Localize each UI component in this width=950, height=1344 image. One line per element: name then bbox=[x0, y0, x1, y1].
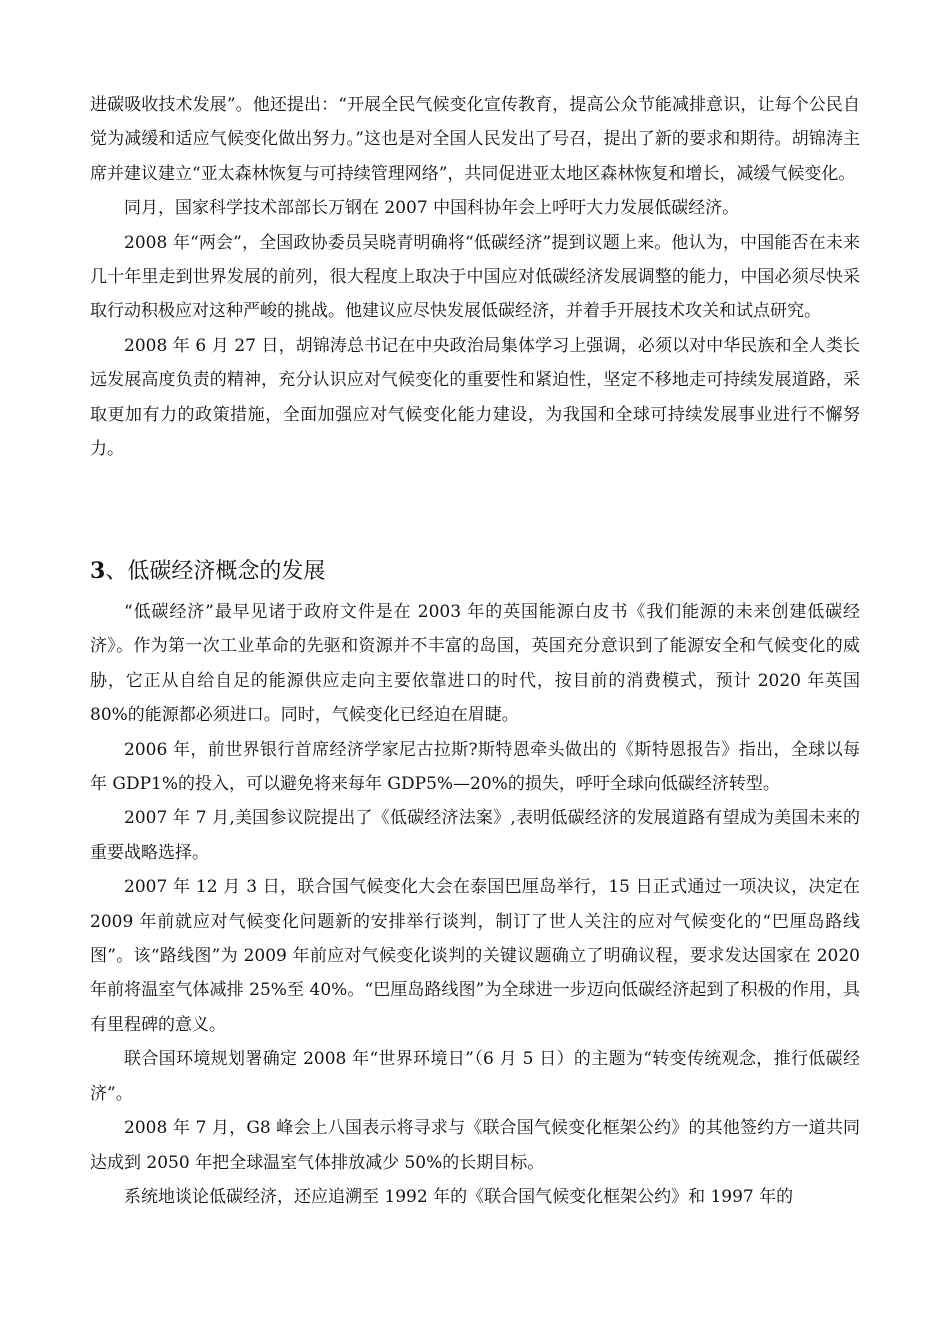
paragraph: 2008 年 7 月，G8 峰会上八国表示将寻求与《联合国气候变化框架公约》的其他签约方一道共同达成到 2050 年把全球温室气体排放减少 50%的长期目标。 bbox=[90, 1118, 860, 1173]
paragraph: 2006 年，前世界银行首席经济学家尼古拉斯?斯特恩牵头做出的《斯特恩报告》指出，全球以每年 GDP1%的投入，可以避免将来每年 GDP5%—20%的损失，呼吁全球向低碳经济转型。 bbox=[90, 739, 860, 795]
paragraph: 2008 年“两会”，全国政协委员吴晓青明确将“低碳经济”提到议题上来。他认为，中国能否在未来几十年里走到世界发展的前列，很大程度上取决于中国应对低碳经济发展调整的能力，中国必须尽快采取行动积极应对这种严峻的挑战。他建议应尽快发展低碳经济，并着手开展技术攻关和试点研究。 bbox=[90, 232, 860, 322]
paragraph: 进碳吸收技术发展”。他还提出：“开展全民气候变化宣传教育，提高公众节能减排意识，让每个公民自觉为减缓和适应气候变化做出努力。”这也是对全国人民发出了号召，提出了新的要求和期待。胡锦涛主席并建议建立“亚太森林恢复与可持续管理网络”，共同促进亚太地区森林恢复和增长，减缓气候变化。 bbox=[90, 95, 860, 184]
paragraph: 2007 年 12 月 3 日，联合国气候变化大会在泰国巴厘岛举行，15 日正式通过一项决议，决定在 2009 年前就应对气候变化问题新的安排举行谈判，制订了世人关注的应对气候变化的“巴厘岛路线图”。该“路线图”为 2009 年前应对气候变化谈判的关键议题确立了明确议程，要求发达国家在 2020 年前将温室气体减排 25%至 40%。“巴厘岛路线图”为全球进一步迈向低碳经济起到了积极的作用，具有里程碑的意义。 bbox=[90, 877, 860, 1035]
section-number: 3 bbox=[90, 558, 106, 584]
body-text-top bbox=[90, 88, 860, 466]
paragraph: 联合国环境规划署确定 2008 年“世界环境日”（6 月 5 日）的主题为“转变传统观念，推行低碳经济”。 bbox=[90, 1049, 860, 1104]
paragraph: 同月，国家科学技术部部长万钢在 2007 中国科协年会上呼吁大力发展低碳经济。 bbox=[124, 198, 740, 219]
paragraph: “低碳经济”最早见诸于政府文件是在 2003 年的英国能源白皮书《我们能源的未来创建低碳经济》。作为第一次工业革命的先驱和资源并不丰富的岛国，英国充分意识到了能源安全和气候变化的威胁，它正从自给自足的能源供应走向主要依靠进口的时代，按目前的消费模式，预计 2020 年英国 80%的能源都必须进口。同时，气候变化已经迫在眉睫。 bbox=[90, 602, 860, 726]
section-heading bbox=[90, 551, 325, 592]
paragraph: 系统地谈论低碳经济，还应追溯至 1992 年的《联合国气候变化框架公约》和 1997 年的 bbox=[124, 1186, 794, 1207]
paragraph: 2008 年 6 月 27 日，胡锦涛总书记在中央政治局集体学习上强调，必须以对中华民族和全人类长远发展高度负责的精神，充分认识应对气候变化的重要性和紧迫性，坚定不移地走可持续发展道路，采取更加有力的政策措施，全面加强应对气候变化能力建设，为我国和全球可持续发展事业进行不懈努力。 bbox=[90, 335, 860, 460]
body-text-bottom bbox=[90, 595, 860, 1214]
paragraph: 2007 年 7 月,美国参议院提出了《低碳经济法案》,表明低碳经济的发展道路有望成为美国未来的重要战略选择。 bbox=[90, 808, 860, 863]
section-title: 、低碳经济概念的发展 bbox=[105, 559, 326, 584]
